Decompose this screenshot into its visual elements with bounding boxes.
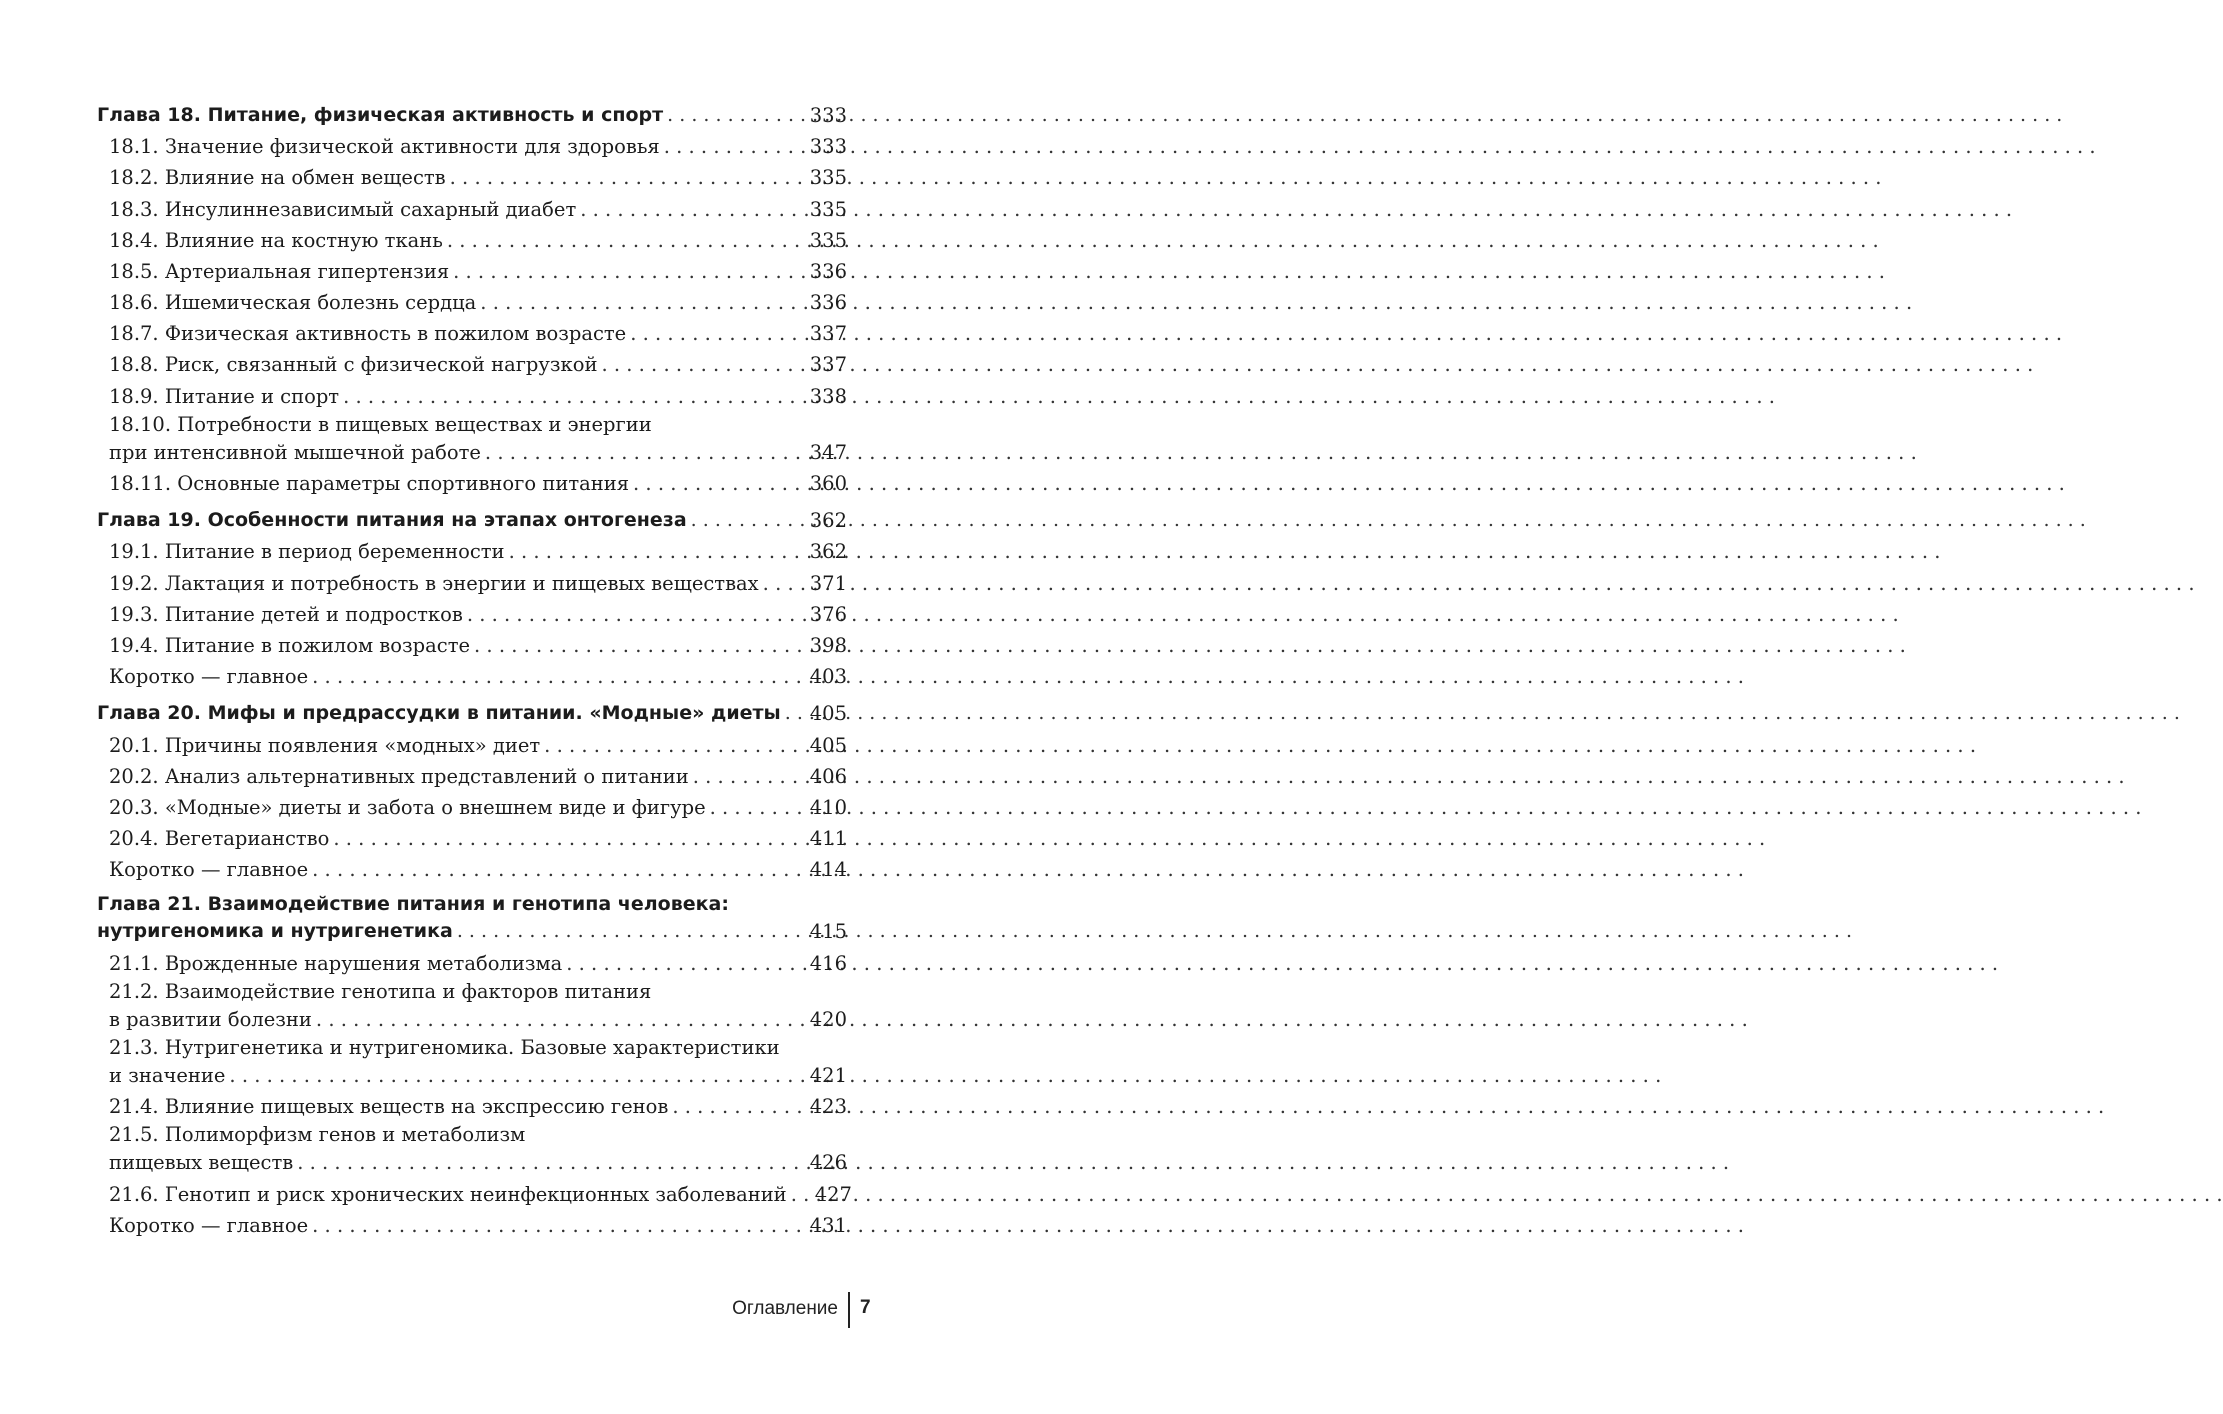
- toc-section-entry[interactable]: [97, 948, 847, 979]
- dot-leader: [629, 468, 810, 499]
- toc-section-entry[interactable]: [97, 854, 847, 885]
- page-number: 7: [860, 1297, 871, 1318]
- toc-section-entry[interactable]: [97, 468, 847, 499]
- toc-section-entry[interactable]: [97, 162, 847, 193]
- page-ref: 347: [809, 440, 847, 464]
- section-title: 19.2. Лактация и потребность в энергии и пищевых веществах: [109, 571, 759, 595]
- section-title: 18.1. Значение физической активности для здоровья: [109, 135, 660, 159]
- section-title: 18.7. Физическая активность в пожилом возрасте: [109, 322, 627, 346]
- page-ref: 427: [814, 1182, 852, 1206]
- section-title: 18.2. Влияние на обмен веществ: [109, 166, 446, 190]
- section-title: 19.4. Питание в пожилом возрасте: [109, 633, 471, 657]
- section-title: 18.11. Основные параметры спортивного питания: [109, 472, 630, 496]
- page-ref: 405: [809, 733, 847, 757]
- page-ref: 398: [809, 633, 847, 657]
- page-ref: 335: [809, 166, 847, 190]
- section-title-line: 18.10. Потребности в пищевых веществах и энергии: [109, 412, 652, 436]
- dot-leader: [225, 1060, 809, 1091]
- section-title: 18.9. Питание и спорт: [109, 384, 340, 408]
- page-ref: 362: [809, 540, 847, 564]
- page-ref: 333: [809, 135, 847, 159]
- toc-section-entry[interactable]: [97, 437, 847, 468]
- page-ref: 335: [809, 197, 847, 221]
- page-ref: 415: [809, 920, 847, 944]
- chapter-title: Глава 20. Мифы и предрассудки в питании. «Модные» диеты: [97, 702, 781, 725]
- dot-leader: [308, 661, 810, 692]
- toc-section-entry[interactable]: [97, 1004, 847, 1035]
- chapter-title: Глава 18. Питание, физическая активность и спорт: [97, 103, 664, 126]
- chapter-title: Глава 19. Особенности питания на этапах онтогенеза: [97, 509, 687, 532]
- page-ref: 337: [809, 353, 847, 377]
- dot-leader: [312, 1004, 810, 1035]
- dot-leader: [453, 916, 810, 947]
- toc-section-entry[interactable]: [97, 350, 847, 381]
- section-title: 21.6. Генотип и риск хронических неинфекционных заболеваний: [109, 1182, 787, 1206]
- dot-leader: [463, 599, 810, 630]
- toc-section-entry[interactable]: [97, 1147, 847, 1178]
- dot-leader: [308, 854, 810, 885]
- toc-section-entry[interactable]: [97, 661, 847, 692]
- page-ref: 406: [809, 764, 847, 788]
- section-title-line: 21.2. Взаимодействие генотипа и факторов питания: [109, 979, 652, 1003]
- toc-section-entry[interactable]: [97, 1179, 852, 1210]
- page-ref: 414: [809, 858, 847, 882]
- dot-leader: [562, 948, 810, 979]
- page-ref: 423: [809, 1095, 847, 1119]
- toc-section-entry[interactable]: [97, 599, 847, 630]
- page-ref: 403: [809, 665, 847, 689]
- section-title: 20.4. Вегетарианство: [109, 827, 330, 851]
- toc-section-entry[interactable]: [97, 761, 847, 792]
- dot-leader: [339, 381, 810, 412]
- dot-leader: [660, 131, 810, 162]
- toc-section-entry[interactable]: [97, 1210, 847, 1241]
- toc-section-entry[interactable]: [97, 1091, 847, 1122]
- running-footer-label: Оглавление: [732, 1298, 838, 1319]
- dot-leader: [668, 1091, 809, 1122]
- section-title: 19.1. Питание в период беременности: [109, 540, 505, 564]
- section-title: Коротко — главное: [109, 665, 309, 689]
- page-ref: 411: [809, 827, 847, 851]
- page-ref: 405: [809, 702, 847, 726]
- page-ref: 333: [809, 103, 847, 127]
- toc-section-entry[interactable]: [97, 792, 847, 823]
- section-title: при интенсивной мышечной работе: [109, 440, 481, 464]
- dot-leader: [687, 505, 810, 536]
- section-title: 18.3. Инсулиннезависимый сахарный диабет: [109, 197, 577, 221]
- dot-leader: [329, 823, 809, 854]
- dot-leader: [706, 792, 810, 823]
- page-ref: 336: [809, 259, 847, 283]
- dot-leader: [597, 349, 809, 380]
- page-ref: 376: [809, 602, 847, 626]
- section-title: 20.1. Причины появления «модных» диет: [109, 733, 541, 757]
- toc-section-entry[interactable]: [97, 194, 847, 225]
- toc-section-entry[interactable]: [97, 536, 847, 567]
- section-title: 18.5. Артериальная гипертензия: [109, 259, 450, 283]
- dot-leader: [540, 730, 810, 761]
- toc-chapter-entry[interactable]: [97, 505, 847, 536]
- section-title: 18.6. Ишемическая болезнь сердца: [109, 291, 477, 315]
- section-title: 20.3. «Модные» диеты и забота о внешнем виде и фигуре: [109, 795, 706, 819]
- page-ref: 337: [809, 322, 847, 346]
- toc-section-entry[interactable]: [97, 287, 847, 318]
- toc-section-entry[interactable]: [97, 225, 847, 256]
- page-ref: 338: [809, 384, 847, 408]
- dot-leader: [470, 630, 810, 661]
- section-title: в развитии болезни: [109, 1007, 312, 1031]
- section-title: 21.1. Врожденные нарушения метаболизма: [109, 951, 563, 975]
- dot-leader: [308, 1210, 810, 1241]
- toc-section-entry[interactable]: [97, 381, 847, 412]
- dot-leader: [626, 318, 810, 349]
- section-title: 18.4. Влияние на костную ткань: [109, 228, 443, 252]
- toc-section-entry[interactable]: [97, 256, 847, 287]
- page-ref: 431: [809, 1213, 847, 1237]
- toc-section-entry[interactable]: [97, 730, 847, 761]
- footer-divider: [848, 1292, 850, 1328]
- section-title: Коротко — главное: [109, 1213, 309, 1237]
- section-title: и значение: [109, 1064, 226, 1088]
- dot-leader: [449, 256, 810, 287]
- page-ref: 416: [809, 951, 847, 975]
- toc-chapter-entry[interactable]: [97, 100, 847, 131]
- dot-leader: [663, 100, 810, 131]
- toc-section-entry[interactable]: [97, 568, 847, 599]
- dot-leader: [505, 536, 810, 567]
- table-of-contents: [97, 100, 852, 1241]
- dot-leader: [787, 1179, 815, 1210]
- dot-leader: [781, 698, 810, 729]
- chapter-title: нутригеномика и нутригенетика: [97, 920, 453, 943]
- toc-section-entry[interactable]: [97, 630, 847, 661]
- dot-leader: [689, 761, 810, 792]
- toc-section-entry[interactable]: [97, 823, 847, 854]
- page-ref: 426: [809, 1151, 847, 1175]
- dot-leader: [446, 162, 810, 193]
- page-ref: 335: [809, 228, 847, 252]
- section-title: 18.8. Риск, связанный с физической нагрузкой: [109, 353, 598, 377]
- dot-leader: [759, 568, 810, 599]
- section-title: 21.4. Влияние пищевых веществ на экспрессию генов: [109, 1095, 669, 1119]
- section-title-line: 21.5. Полиморфизм генов и метаболизм: [109, 1123, 526, 1147]
- page-ref: 421: [809, 1064, 847, 1088]
- page-footer: [700, 1292, 880, 1332]
- page-ref: 420: [809, 1007, 847, 1031]
- page-ref: 336: [809, 291, 847, 315]
- page-ref: 371: [809, 571, 847, 595]
- page-ref: 360: [809, 472, 847, 496]
- page-ref: 362: [809, 509, 847, 533]
- section-title: пищевых веществ: [109, 1151, 294, 1175]
- toc-section-entry[interactable]: [97, 131, 847, 162]
- section-title: 20.2. Анализ альтернативных представлений о питании: [109, 764, 689, 788]
- dot-leader: [481, 437, 810, 468]
- page-ref: 410: [809, 795, 847, 819]
- dot-leader: [576, 194, 810, 225]
- toc-chapter-entry[interactable]: [97, 698, 847, 729]
- section-title: 19.3. Питание детей и подростков: [109, 602, 463, 626]
- toc-section-entry[interactable]: [97, 1060, 847, 1091]
- dot-leader: [443, 225, 810, 256]
- chapter-title-line: Глава 21. Взаимодействие питания и генотипа человека:: [97, 892, 729, 915]
- toc-section-entry[interactable]: [97, 318, 847, 349]
- dot-leader: [476, 287, 809, 318]
- section-title-line: 21.3. Нутригенетика и нутригеномика. Базовые характеристики: [109, 1036, 780, 1060]
- dot-leader: [293, 1147, 810, 1178]
- section-title: Коротко — главное: [109, 858, 309, 882]
- toc-chapter-entry[interactable]: [97, 917, 847, 948]
